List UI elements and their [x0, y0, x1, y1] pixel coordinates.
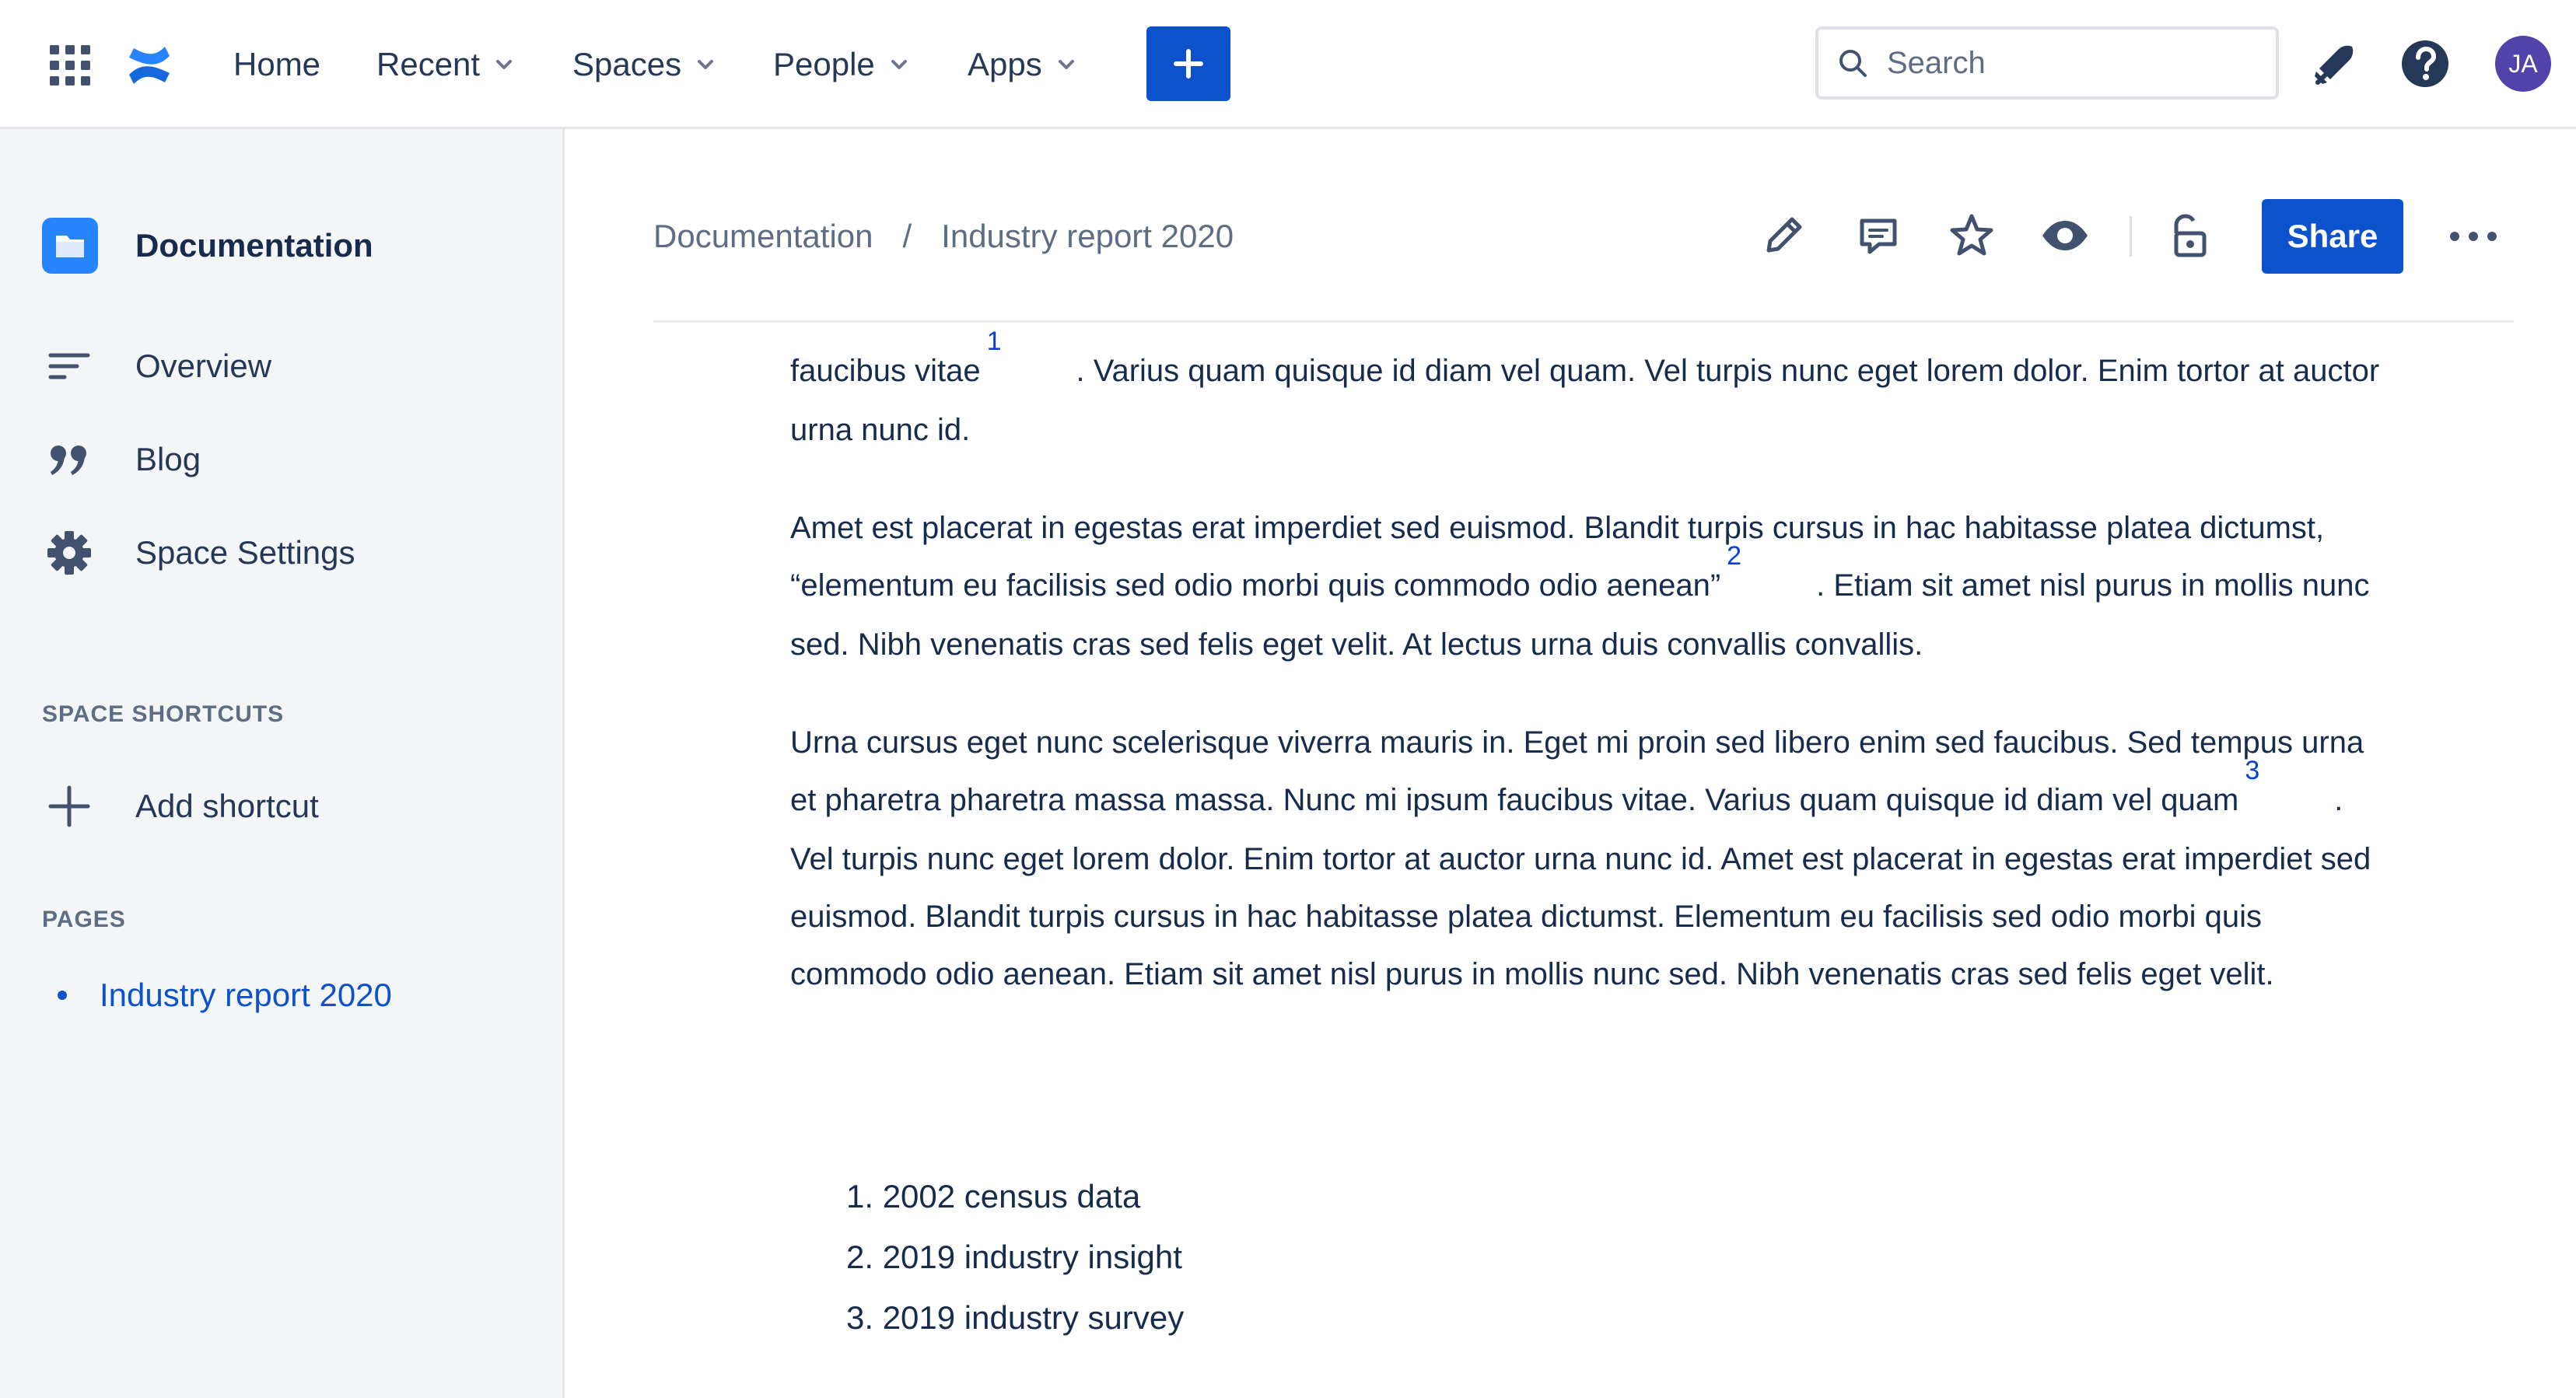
notifications-icon[interactable]	[2307, 37, 2360, 90]
sidebar-item-label: Space Settings	[135, 534, 355, 571]
bullet-icon	[58, 991, 67, 1000]
paragraph-2	[790, 499, 2392, 673]
sidebar	[0, 129, 565, 1398]
footnote-item: 1. 2002 census data	[846, 1178, 1141, 1215]
chevron-down-icon	[494, 54, 514, 75]
nav-apps[interactable]	[968, 40, 1076, 89]
paragraph-text: Amet est placerat in egestas erat imperdiet sed euismod. Blandit turpis cursus in hac habitasse platea dictumst, “elementum eu facilisis sed odio morbi quis commodo odio aenean”	[790, 511, 2325, 603]
add-shortcut-label: Add shortcut	[135, 788, 319, 824]
comment-icon[interactable]	[1853, 210, 1904, 261]
breadcrumb-space[interactable]: Documentation	[653, 218, 873, 254]
chevron-down-icon	[695, 54, 716, 75]
nav-spaces[interactable]	[572, 40, 716, 89]
breadcrumb-separator: /	[902, 218, 912, 254]
sidebar-item-space-settings[interactable]	[42, 526, 355, 580]
pages-title: PAGES	[42, 907, 126, 932]
space-name: Documentation	[135, 227, 373, 264]
sidebar-item-blog[interactable]	[42, 432, 201, 487]
header-divider	[653, 320, 2514, 323]
chevron-down-icon	[1056, 54, 1076, 75]
paragraph-text: . Varius quam quisque id diam vel quam. Vel turpis nunc eget lorem dolor. Enim tortor at auctor urna nunc id.	[790, 354, 2380, 447]
confluence-logo-icon[interactable]	[124, 40, 174, 90]
nav-recent[interactable]	[376, 40, 514, 89]
plus-icon	[42, 779, 96, 834]
footnote-list	[846, 1166, 1184, 1348]
page-tree-item[interactable]	[58, 977, 392, 1014]
page-content	[790, 327, 2392, 1003]
search-input[interactable]	[1885, 45, 2254, 82]
breadcrumb	[653, 218, 1234, 255]
nav-home[interactable]	[233, 40, 320, 89]
paragraph-text: faucibus vitae	[790, 354, 981, 388]
help-icon[interactable]	[2399, 37, 2452, 90]
nav-recent-label: Recent	[376, 46, 481, 82]
avatar[interactable]	[2495, 36, 2551, 92]
space-header[interactable]	[42, 218, 373, 274]
paragraph-1	[790, 327, 2392, 459]
paragraph-3	[790, 714, 2392, 1003]
toolbar-divider	[2130, 216, 2132, 257]
overview-icon	[42, 339, 96, 393]
share-button[interactable]	[2262, 199, 2403, 274]
avatar-initials: JA	[2508, 49, 2538, 78]
more-actions-icon[interactable]	[2441, 216, 2506, 257]
paragraph-text: . Etiam sit amet nisl purus in mollis nunc sed. Nibh venenatis cras sed felis eget velit. At lectus urna duis convallis convallis.	[790, 568, 2370, 662]
folder-icon	[42, 218, 98, 274]
sidebar-item-label: Blog	[135, 441, 201, 477]
nav-spaces-label: Spaces	[572, 46, 682, 82]
chevron-down-icon	[889, 54, 909, 75]
quote-icon	[42, 432, 96, 487]
footnote-link[interactable]: 3	[2245, 756, 2260, 785]
star-icon[interactable]	[1946, 210, 1997, 261]
sidebar-item-overview[interactable]	[42, 339, 271, 393]
paragraph-text: . Vel turpis nunc eget lorem dolor. Enim tortor at auctor urna nunc id. Amet est placerat in egestas erat imperdiet sed euismod. Blandit turpis cursus in hac habitasse platea dictumst. Elementum eu facilisis sed odio morbi quis commodo odio aenean. Etiam sit amet nisl purus in mollis nunc sed. Nibh venenatis cras sed felis eget velit.	[790, 783, 2371, 991]
share-label: Share	[2287, 218, 2378, 254]
nav-home-label: Home	[233, 46, 321, 82]
edit-icon[interactable]	[1758, 210, 1809, 261]
top-navigation	[0, 0, 2576, 129]
search-icon	[1837, 47, 1868, 79]
search-box[interactable]	[1815, 26, 2279, 100]
footnote-item: 3. 2019 industry survey	[846, 1299, 1185, 1336]
nav-apps-label: Apps	[968, 46, 1042, 82]
nav-people-label: People	[773, 46, 875, 82]
create-button[interactable]	[1146, 26, 1230, 101]
watch-icon[interactable]	[2039, 210, 2091, 261]
breadcrumb-page[interactable]: Industry report 2020	[941, 218, 1234, 254]
sidebar-item-label: Overview	[135, 348, 272, 384]
nav-people[interactable]	[773, 40, 909, 89]
footnote-link[interactable]: 2	[1727, 541, 1742, 571]
space-shortcuts-title: SPACE SHORTCUTS	[42, 701, 285, 727]
app-switcher-icon[interactable]	[50, 45, 90, 86]
paragraph-text: Urna cursus eget nunc scelerisque viverra mauris in. Eget mi proin sed libero enim sed faucibus. Sed tempus urna et pharetra pharetra massa massa. Nunc mi ipsum faucibus vitae. Varius quam quisque id diam vel quam	[790, 725, 2364, 817]
footnote-link[interactable]: 1	[986, 327, 1002, 356]
restrictions-unlocked-icon[interactable]	[2164, 210, 2215, 261]
plus-icon	[1171, 47, 1206, 81]
add-shortcut-button[interactable]	[42, 779, 319, 834]
gear-icon	[42, 526, 96, 580]
footnote-item: 2. 2019 industry insight	[846, 1239, 1182, 1275]
page-tree-item-label: Industry report 2020	[100, 977, 392, 1013]
